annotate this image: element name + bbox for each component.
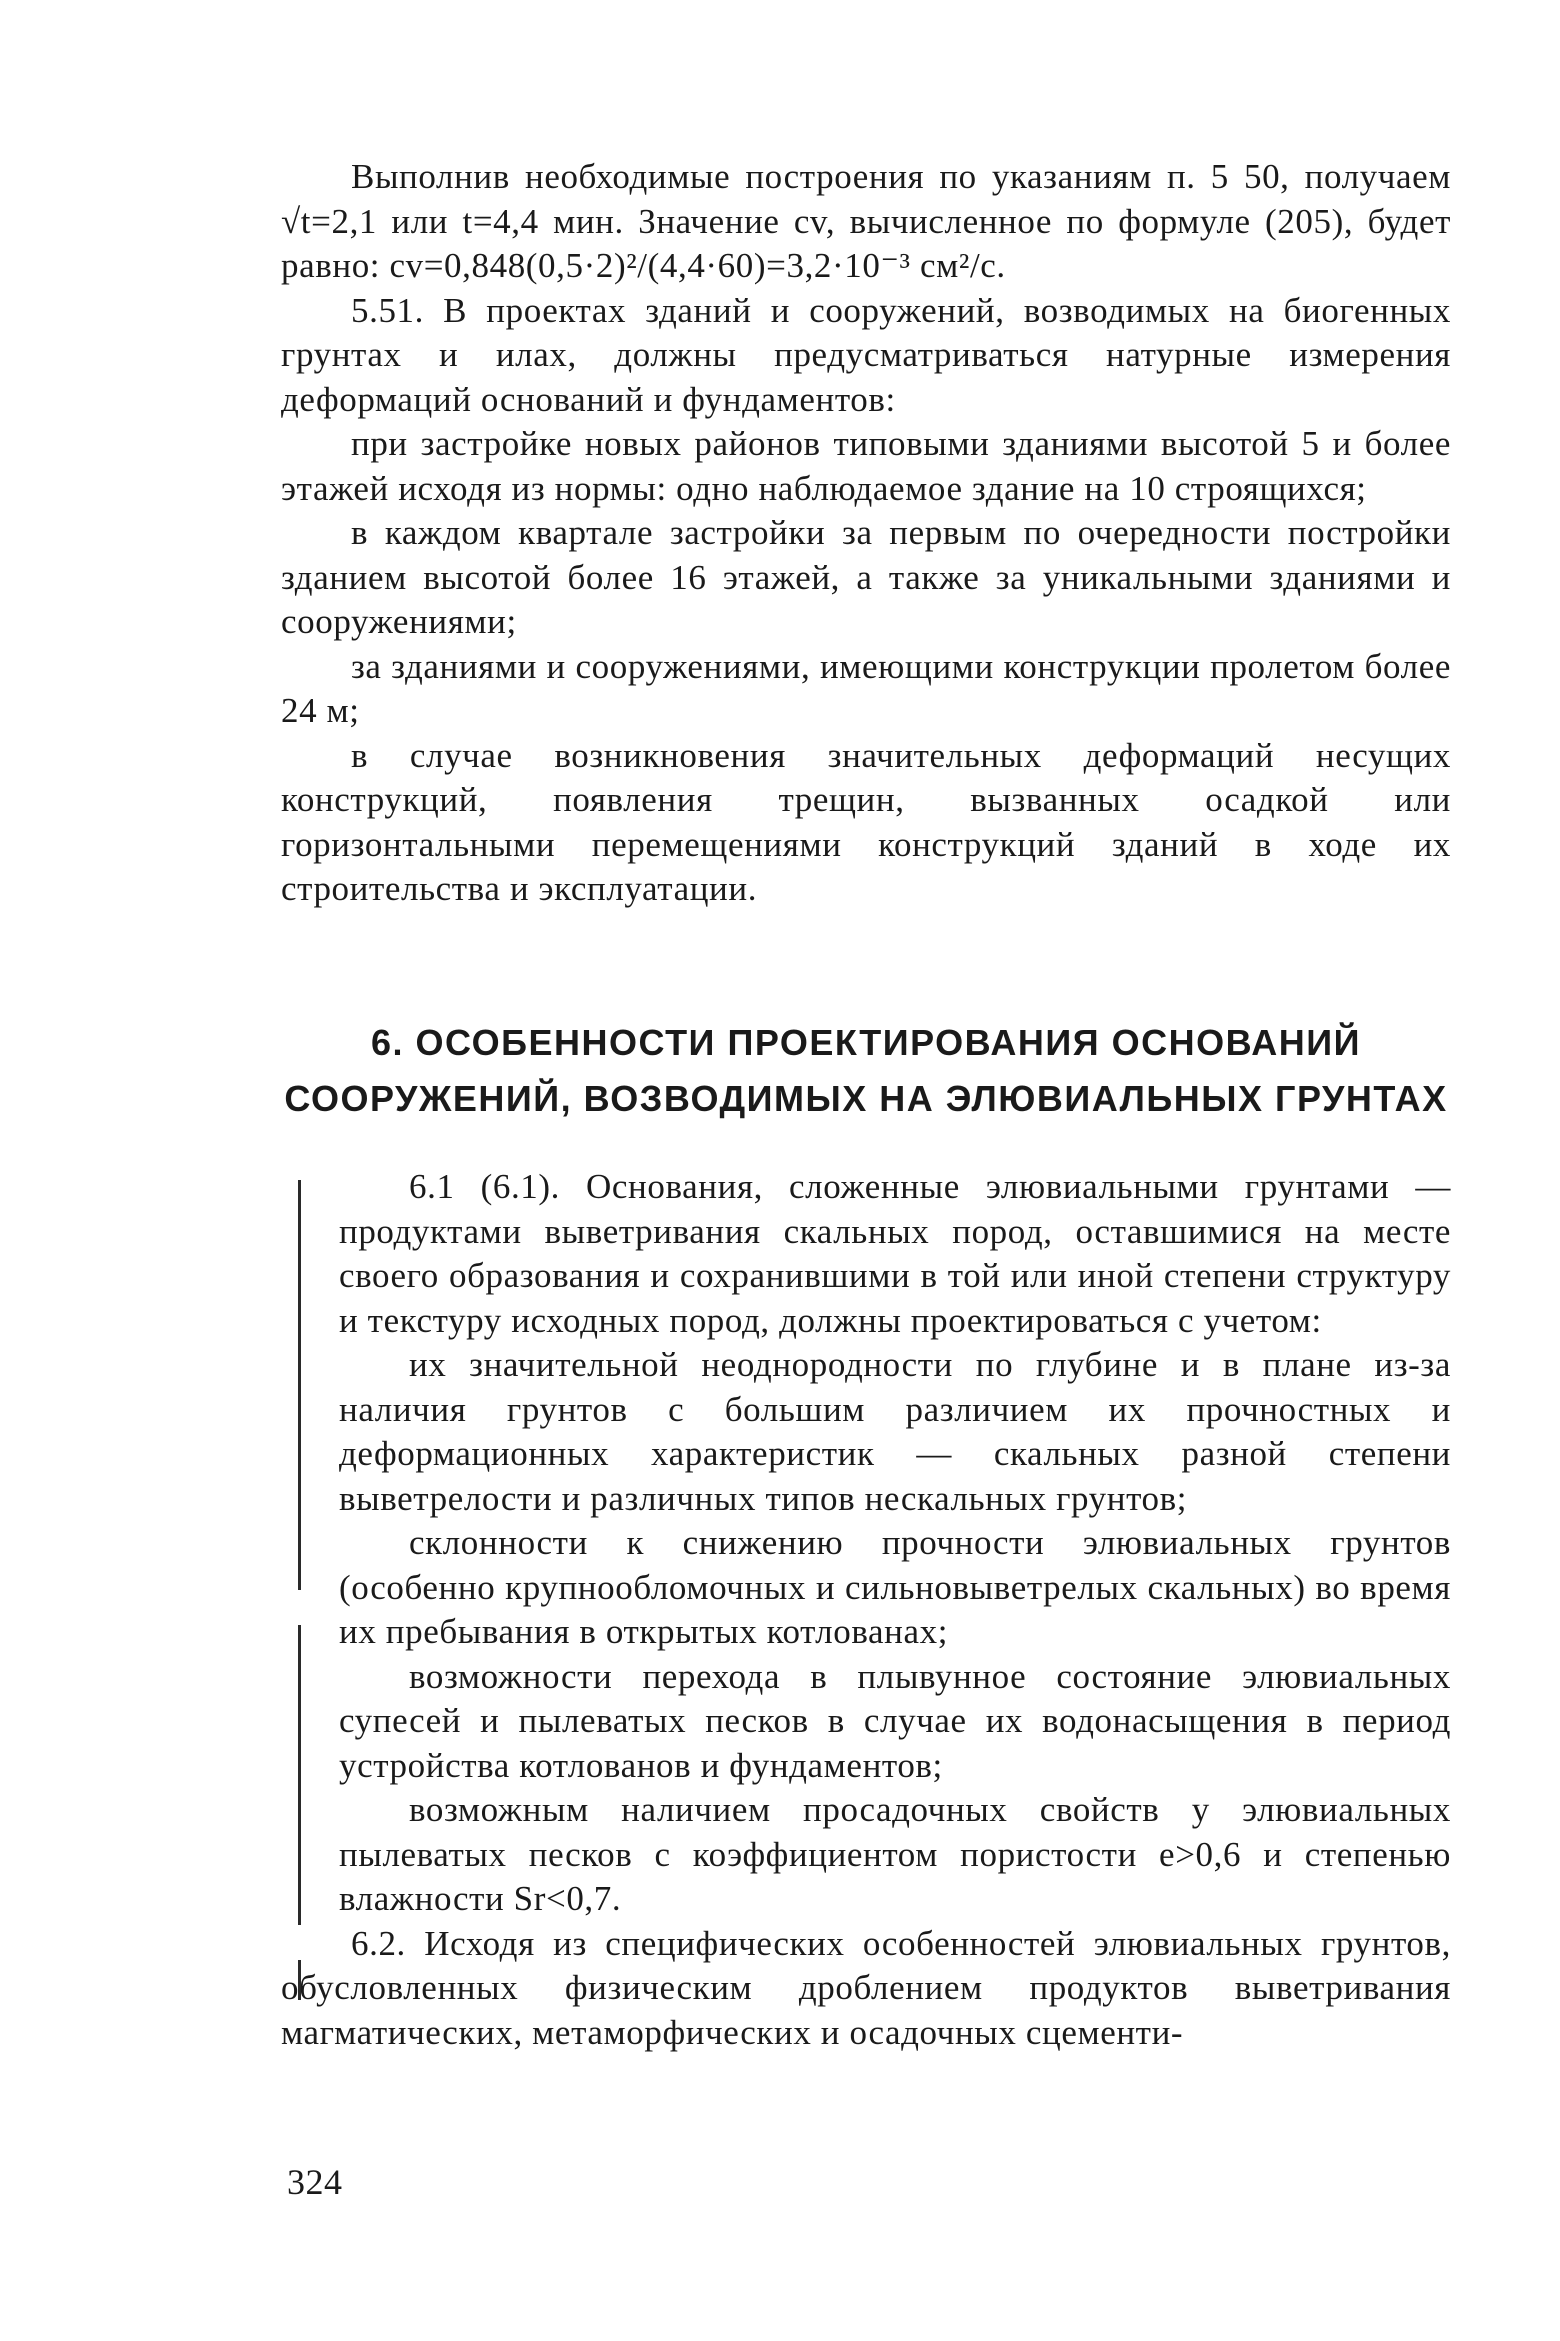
- list-item-deformations: в случае возникновения значительных деформаций несущих конструкций, появления трещин, вызванных осадкой или горизонтальными перемещениями конструкций зданий в ходе их строительства и эксплуатации.: [281, 735, 1451, 908]
- list-item-heterogeneity: их значительной неоднородности по глубине и в плане из-за наличия грунтов с большим различием их прочностных и деформационных характеристик — скальных разной степени выветрелости и различных типов нескальных грунтов;: [339, 1345, 1451, 1518]
- list-item-each-quarter: в каждом квартале застройки за первым по очередности постройки зданием высотой более 16 этажей, а также за уникальными зданиями и сооружениями;: [281, 513, 1451, 641]
- paragraph-5-51: 5.51. В проектах зданий и сооружений, возводимых на биогенных грунтах и илах, должны предусматриваться натурные измерения деформаций оснований и фундаментов:: [281, 290, 1451, 419]
- list-item-subsidence: возможным наличием просадочных свойств у элювиальных пылеватых песков с коэффициентом пористости e>0,6 и степенью влажности Sr<0,7.: [339, 1790, 1451, 1918]
- lower-text-block: [281, 1165, 1451, 2055]
- paragraph-6-2: 6.2. Исходя из специфических особенностей элювиальных грунтов, обусловленных физическим дроблением продуктов выветривания магматических, метаморфических и осадочных сцементи-: [281, 1923, 1451, 2052]
- paragraph-6-1: 6.1 (6.1). Основания, сложенные элювиальными грунтами — продуктами выветривания скальных пород, оставшимися на месте своего образования и сохранившими в той или иной степени структуру и текстуру исходных пород, должны проектироваться с учетом:: [339, 1167, 1451, 1340]
- page-number: 324: [287, 2162, 343, 2202]
- list-item-quicksand: возможности перехода в плывунное состояние элювиальных супесей и пылеватых песков в случае их водонасыщения в период устройства котлованов и фундаментов;: [339, 1656, 1451, 1785]
- list-item-new-districts: при застройке новых районов типовыми зданиями высотой 5 и более этажей исходя из нормы: одно наблюдаемое здание на 10 строящихся;: [281, 424, 1451, 508]
- list-item-strength-reduction: склонности к снижению прочности элювиальных грунтов (особенно крупнообломочных и сильновыветрелых скальных) во время их пребывания в открытых котлованах;: [339, 1523, 1451, 1651]
- section-heading-line-2: СООРУЖЕНИЙ, ВОЗВОДИМЫХ НА ЭЛЮВИАЛЬНЫХ ГРУНТАХ: [284, 1078, 1448, 1119]
- top-text-block: [281, 155, 1451, 912]
- paragraph-calculation-result: Выполнив необходимые построения по указаниям п. 5 50, получаем √t=2,1 или t=4,4 мин. Значение cv, вычисленное по формуле (205), будет равно: cv=0,848(0,5·2)²/(4,4·60)=3,2·10⁻³ см²/с.: [281, 157, 1451, 285]
- list-item-long-span: за зданиями и сооружениями, имеющими конструкции пролетом более 24 м;: [281, 646, 1451, 730]
- indented-section: [339, 1165, 1451, 1922]
- section-heading-line-1: 6. ОСОБЕННОСТИ ПРОЕКТИРОВАНИЯ ОСНОВАНИЙ: [370, 1022, 1362, 1063]
- section-heading: [281, 1015, 1451, 1127]
